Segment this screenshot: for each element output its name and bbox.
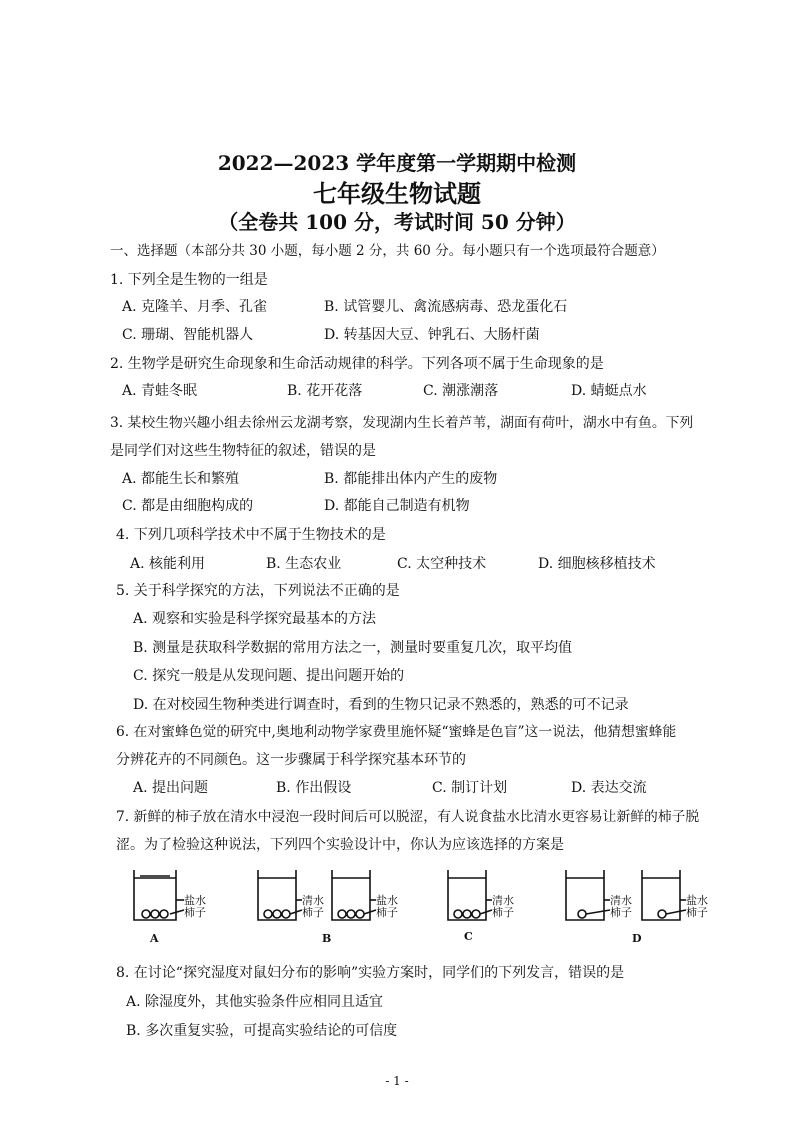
- q8-option-b: B. 多次重复实验，可提高实验结论的可信度: [126, 1023, 398, 1039]
- q1-stem: 1. 下列全是生物的一组是: [110, 272, 268, 288]
- q5-option-b: B. 测量是获取科学数据的常用方法之一，测量时要重复几次，取平均值: [133, 640, 573, 656]
- figure-label-d: D: [632, 932, 642, 945]
- beaker-d-fresh-label: 清水: [610, 894, 632, 907]
- beaker-d-salt-label: 盐水: [686, 894, 708, 907]
- page-number: - 1 -: [385, 1074, 409, 1088]
- q4-option-a: A. 核能利用: [130, 556, 206, 572]
- exam-title-line1: 2022—2023 学年度第一学期期中检测: [217, 151, 577, 175]
- q1-option-d: D. 转基因大豆、钟乳石、大肠杆菌: [324, 327, 540, 343]
- q3-stem-line2: 是同学们对这些生物特征的叙述，错误的是: [110, 443, 376, 459]
- beaker-b-persimmon-label-1: 柿子: [302, 906, 324, 919]
- q4-option-c: C. 太空种技术: [397, 556, 487, 572]
- q5-stem: 5. 关于科学探究的方法，下列说法不正确的是: [116, 583, 400, 599]
- beaker-b-persimmon-label-2: 柿子: [376, 906, 398, 919]
- section-heading: 一、选择题（本部分共 30 小题，每小题 2 分，共 60 分。每小题只有一个选项最符合题意）: [110, 243, 665, 259]
- q7-beaker-figure: [0, 858, 794, 948]
- q4-option-d: D. 细胞核移植技术: [538, 556, 656, 572]
- q6-stem-line1: 6. 在对蜜蜂色觉的研究中,奥地利动物学家费里施怀疑“蜜蜂是色盲”这一说法，他猜想蜜蜂能: [116, 724, 677, 740]
- beaker-d-left: [566, 870, 610, 920]
- q3-option-d: D. 都能自己制造有机物: [324, 498, 470, 514]
- beaker-b-salt-label: 盐水: [376, 894, 398, 907]
- figure-label-c: C: [464, 930, 473, 943]
- q3-option-b: B. 都能排出体内产生的废物: [324, 471, 498, 487]
- exam-title-line3: （全卷共 100 分，考试时间 50 分钟）: [218, 210, 576, 234]
- q3-option-c: C. 都是由细胞构成的: [122, 498, 254, 514]
- beaker-b-left: [258, 870, 302, 920]
- q6-stem-line2: 分辨花卉的不同颜色。这一步骤属于科学探究基本环节的: [116, 752, 466, 768]
- beaker-c-fresh-label: 清水: [492, 894, 514, 907]
- q4-option-b: B. 生态农业: [266, 556, 342, 572]
- figure-label-a: A: [150, 932, 159, 945]
- q4-stem: 4. 下列几项科学技术中不属于生物技术的是: [116, 527, 386, 543]
- beaker-a-salt-label: 盐水: [184, 894, 206, 907]
- q2-option-d: D. 蜻蜓点水: [571, 383, 647, 399]
- beaker-b-right: [332, 870, 376, 920]
- q2-option-b: B. 花开花落: [287, 383, 363, 399]
- figure-label-b: B: [322, 932, 332, 945]
- q5-option-d: D. 在对校园生物种类进行调查时，看到的生物只记录不熟悉的，熟悉的可不记录: [133, 697, 629, 713]
- q2-option-c: C. 潮涨潮落: [423, 383, 499, 399]
- beaker-b-fresh-label: 清水: [302, 894, 324, 907]
- q8-option-a: A. 除湿度外，其他实验条件应相同且适宜: [126, 994, 384, 1010]
- q8-stem: 8. 在讨论“探究湿度对鼠妇分布的影响”实验方案时，同学们的下列发言，错误的是: [116, 965, 625, 981]
- beaker-a-persimmon-label: 柿子: [184, 906, 206, 919]
- exam-title-line2: 七年级生物试题: [313, 179, 481, 208]
- beaker-c-persimmon-label: 柿子: [492, 906, 514, 919]
- beaker-c: [448, 870, 492, 920]
- q3-stem-line1: 3. 某校生物兴趣小组去徐州云龙湖考察，发现湖内生长着芦苇，湖面有荷叶，湖水中有鱼。下列: [110, 415, 694, 431]
- q1-option-a: A. 克隆羊、月季、孔雀: [122, 299, 268, 315]
- q6-option-b: B. 作出假设: [276, 780, 352, 796]
- beaker-d-persimmon-label-1: 柿子: [610, 906, 632, 919]
- q1-option-c: C. 珊瑚、智能机器人: [122, 327, 254, 343]
- q2-option-a: A. 青蛙冬眠: [122, 383, 198, 399]
- beaker-d-persimmon-label-2: 柿子: [686, 906, 708, 919]
- beaker-a: [134, 870, 184, 920]
- q5-option-c: C. 探究一般是从发现问题、提出问题开始的: [133, 668, 405, 684]
- q6-option-d: D. 表达交流: [571, 780, 647, 796]
- q2-stem: 2. 生物学是研究生命现象和生命活动规律的科学。下列各项不属于生命现象的是: [110, 356, 604, 372]
- q1-option-b: B. 试管婴儿、禽流感病毒、恐龙蛋化石: [324, 299, 568, 315]
- beaker-d-right: [642, 870, 686, 920]
- q5-option-a: A. 观察和实验是科学探究最基本的方法: [133, 611, 377, 627]
- q7-stem-line1: 7. 新鲜的柿子放在清水中浸泡一段时间后可以脱涩，有人说食盐水比清水更容易让新鲜的柿子脱: [116, 809, 700, 825]
- q7-stem-line2: 涩。为了检验这种说法，下列四个实验设计中，你认为应该选择的方案是: [116, 837, 564, 853]
- q6-option-c: C. 制订计划: [432, 780, 508, 796]
- q6-option-a: A. 提出问题: [133, 780, 209, 796]
- q3-option-a: A. 都能生长和繁殖: [122, 471, 240, 487]
